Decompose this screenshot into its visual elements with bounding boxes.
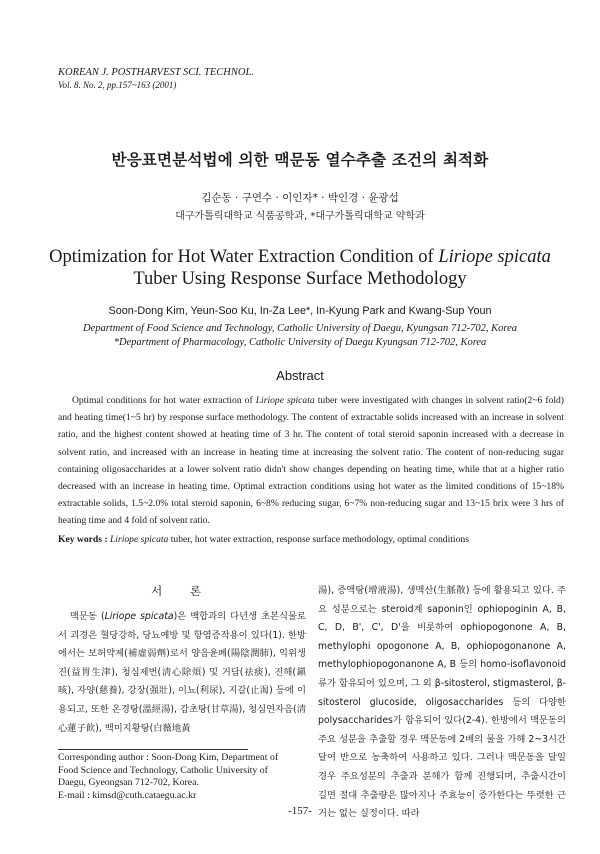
korean-affiliation: 대구가톨릭대학교 식품공학과, *대구가톨릭대학교 약학과 xyxy=(175,211,425,222)
intro-species: Liriope spicata xyxy=(104,611,174,622)
english-title-line2: Tuber Using Response Surface Methodology xyxy=(133,269,467,289)
keywords xyxy=(58,534,564,545)
correspondence-line-1: Corresponding author : Soon-Dong Kim, Department of xyxy=(58,752,279,763)
introduction-paragraph xyxy=(58,608,306,738)
keywords-rest: tuber, hot water extraction, response surface methodology, optimal conditions xyxy=(168,534,469,545)
english-title-species: Liriope spicata xyxy=(438,247,551,267)
correspondence-email: E-mail : kimsd@cuth.cataegu.ac.kr xyxy=(58,789,197,801)
english-authors: Soon-Dong Kim, Yeun-Soo Ku, In-Za Lee*, In-Kyung Park and Kwang-Sup Youn xyxy=(108,305,492,317)
english-affiliation-2: *Department of Pharmacology, Catholic University of Daegu Kyungsan 712-702, Korea xyxy=(113,337,487,348)
correspondence-footnote xyxy=(58,752,308,802)
keywords-species: Liriope spicata xyxy=(109,534,169,545)
journal-header xyxy=(58,66,254,92)
correspondence-line-3: Daegu, Gyeongsan 712-702, Korea. xyxy=(58,777,199,788)
abstract-heading: Abstract xyxy=(276,368,324,383)
journal-issue: Vol. 8. No. 2, pp.157~163 (2001) xyxy=(58,80,177,90)
page-number: -157- xyxy=(288,805,312,817)
journal-name: KOREAN J. POSTHARVEST SCI. TECHNOL. xyxy=(58,67,254,78)
english-title-line1 xyxy=(0,246,600,268)
left-column xyxy=(58,582,306,738)
keywords-label: Key words : xyxy=(58,534,108,545)
introduction-heading: 서 론 xyxy=(151,584,213,598)
correspondence-line-2: Food Science and Technology, Catholic University of xyxy=(58,764,268,776)
right-column xyxy=(318,582,566,824)
intro-text-b: )은 백합과의 다년생 초본식물로서 괴경은 혈당강하, 당뇨예방 및 항염증작용이 있다(1). 한방에서는 보허약제(補虛弱劑)로서 양음윤폐(陽陰潤肺), 익위생진(益胃生津), 청심제번(淸心除煩) 및 거담(祛痰), 진해(鎭咳), 자양(慈養), 강장(强壯), 이뇨(利尿), 지갈(止渴) 등에 이용되고, 또한 온경탕(溫經湯), 감초탕(甘草湯), 청심연자음(淸心蓮子飮), 백미지황탕(白薇地黃 xyxy=(58,611,306,734)
english-title xyxy=(0,246,600,290)
english-affiliations xyxy=(0,322,600,350)
korean-title: 반응표면분석법에 의한 맥문동 열수추출 조건의 최적화 xyxy=(111,151,489,169)
abstract-text xyxy=(58,392,564,530)
abstract-text-a: Optimal conditions for hot water extraction of xyxy=(72,395,256,406)
intro-text-a: 맥문동 ( xyxy=(70,611,105,622)
footnote-divider xyxy=(58,749,248,750)
english-affiliation-1: Department of Food Science and Technology, Catholic University of Daegu, Kyungsan 712-702, Korea xyxy=(82,323,518,334)
abstract-text-b: tuber were investigated with changes in solvent ratio(2~6 fold) and heating time(1~5 hr) by response surface methodology. The content of extractable solids increased with an increase in solvent ratio, and the highest content showed at heating time of 3 hr. The content of total steroid saponin increased with a decrease in solvent ratio, and increased with an increase in heating time at increasing the solvent ratio. The content of non-reducing sugar containing oligosaccharides at a lower solvent ratio didn't show changes depending on heating time, while that at a higher ratio decreased with an increase in heating time. Optimal extraction conditions using hot water as the limited conditions of 15~18% extractable solids, 1.5~2.0% total steroid saponin, 6~8% reducing sugar, 6~7% non-reducing sugar and 13~15 brix were 3 hrs of heating time and 4 fold of solvent ratio. xyxy=(58,395,564,527)
right-column-text: 湯), 증액탕(增液湯), 생맥산(生脈散) 등에 활용되고 있다. 주요 성분으로는 steroid계 saponin인 ophiopoginin A, B, C, D, B', C', D'을 비롯하여 ophiopogonone A, B, methylophi opogonone A, B, ophiopogonanone A, methylophiopogonanone A, B 등의 homo-isoflavonoid류가 함유되어 있으며, 그 외 β-sitosterol, stigmasterol, β-sitosterol glucoside, oligosaccharides 등의 다양한 polysaccharides가 함유되어 있다(2-4). 한방에서 맥문동의 주요 성분을 추출할 경우 맥문동에 2배의 물을 가해 2~3시간 달여 반으로 농축하여 사용하고 있다. 그러나 맥문동을 달일 경우 주요성분의 추출과 분해가 함께 진행되며, 추출시간이 길면 절대 추출량은 많아지나 주효능이 증가한다는 뚜렷한 근거는 없는 실정이다. 따라 xyxy=(318,585,566,820)
korean-authors: 김순동 · 구연수 · 이인자* · 박인경 · 윤광섭 xyxy=(201,192,399,204)
abstract-species: Liriope spicata xyxy=(255,395,315,406)
english-title-prefix: Optimization for Hot Water Extraction Condition of xyxy=(49,247,439,267)
